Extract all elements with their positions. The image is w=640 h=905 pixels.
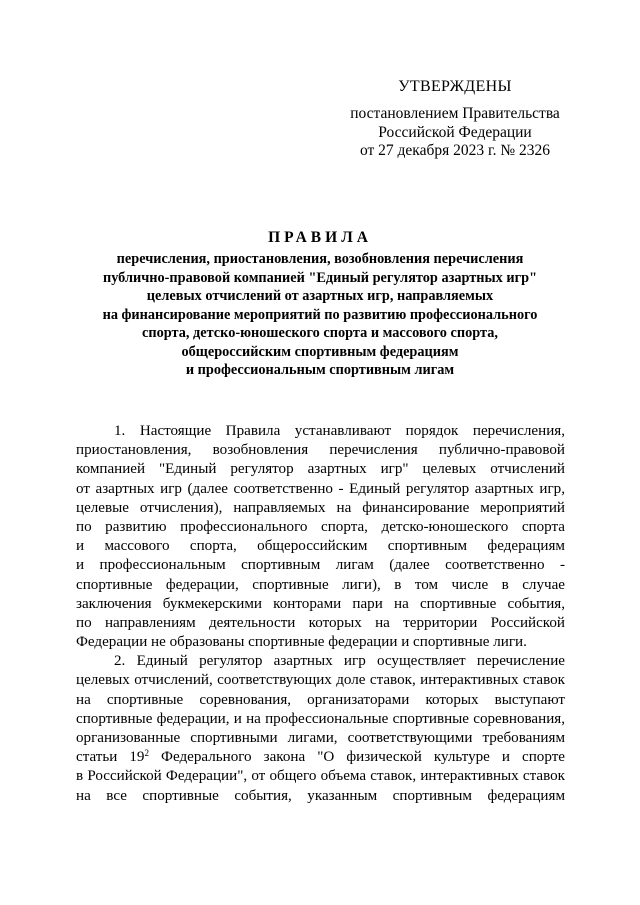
body-line: спортивные федерации, и на профессиональные спортивные соревнования, xyxy=(76,710,565,727)
document-subtitle xyxy=(70,250,570,380)
body-line: по направлениям деятельности которых на территории Российской xyxy=(76,614,565,631)
subtitle-line: общероссийским спортивным федерациям xyxy=(181,343,459,360)
subtitle-line: публично-правовой компанией "Единый регулятор азартных игр" xyxy=(102,269,538,286)
body-line: компанией "Единый регулятор азартных игр" целевых отчислений xyxy=(76,461,565,478)
approval-line: постановлением Правительства xyxy=(350,105,560,123)
body-line: 1. Настоящие Правила устанавливают порядок перечисления, xyxy=(114,423,565,439)
document-body xyxy=(76,422,565,806)
body-line: спортивные федерации, спортивные лиги), в том числе в случае xyxy=(76,576,565,593)
approval-block xyxy=(340,78,570,161)
body-line: заключения букмекерскими конторами пари на спортивные события, xyxy=(76,595,565,612)
body-line-with-superscript xyxy=(76,748,565,767)
body-line: от азартных игр (далее соответственно - Единый регулятор азартных игр, xyxy=(76,480,565,497)
body-line: и массового спорта, общероссийским спортивным федерациям xyxy=(76,538,565,555)
subtitle-line: и профессиональным спортивным лигам xyxy=(185,362,455,378)
body-line: 2. Единый регулятор азартных игр осуществляет перечисление xyxy=(114,653,565,670)
body-line-part: Федерального закона "О физической культуре и спорте xyxy=(148,749,565,766)
approval-heading: УТВЕРЖДЕНЫ xyxy=(398,78,512,95)
subtitle-line: целевых отчислений от азартных игр, направляемых xyxy=(146,288,494,304)
body-line: и профессиональным спортивным лигам (далее соответственно - xyxy=(76,557,565,574)
body-line: организованные спортивными лигами, соответствующими требованиям xyxy=(76,730,565,746)
approval-line: Российской Федерации xyxy=(378,123,532,141)
subtitle-line: перечисления, приостановления, возобновления перечисления xyxy=(116,251,524,267)
subtitle-line: спорта, детско-юношеского спорта и массового спорта, xyxy=(142,325,498,341)
body-line: по развитию профессионального спорта, детско-юношеского спорта xyxy=(76,518,565,535)
body-line: в Российской Федерации", от общего объема ставок, интерактивных ставок xyxy=(76,768,565,785)
document-title: ПРАВИЛА xyxy=(268,229,372,246)
body-line: Федерации не образованы спортивные федерации и спортивные лиги. xyxy=(76,634,527,651)
body-line-part: статьи 19 xyxy=(76,749,145,766)
body-line: целевых отчислений, соответствующих доле ставок, интерактивных ставок xyxy=(76,672,565,689)
body-line: целевые отчисления), направляемых на финансирование мероприятий xyxy=(76,499,565,516)
superscript: 2 xyxy=(144,748,149,759)
body-line: на спортивные соревнования, организаторами которых выступают xyxy=(76,691,565,708)
body-line: на все спортивные события, указанным спортивным федерациям xyxy=(76,787,565,804)
subtitle-line: на финансирование мероприятий по развитию профессионального xyxy=(102,306,538,323)
approval-line: от 27 декабря 2023 г. № 2326 xyxy=(359,142,551,160)
body-line: приостановления, возобновления перечисления публично-правовой xyxy=(76,442,565,459)
